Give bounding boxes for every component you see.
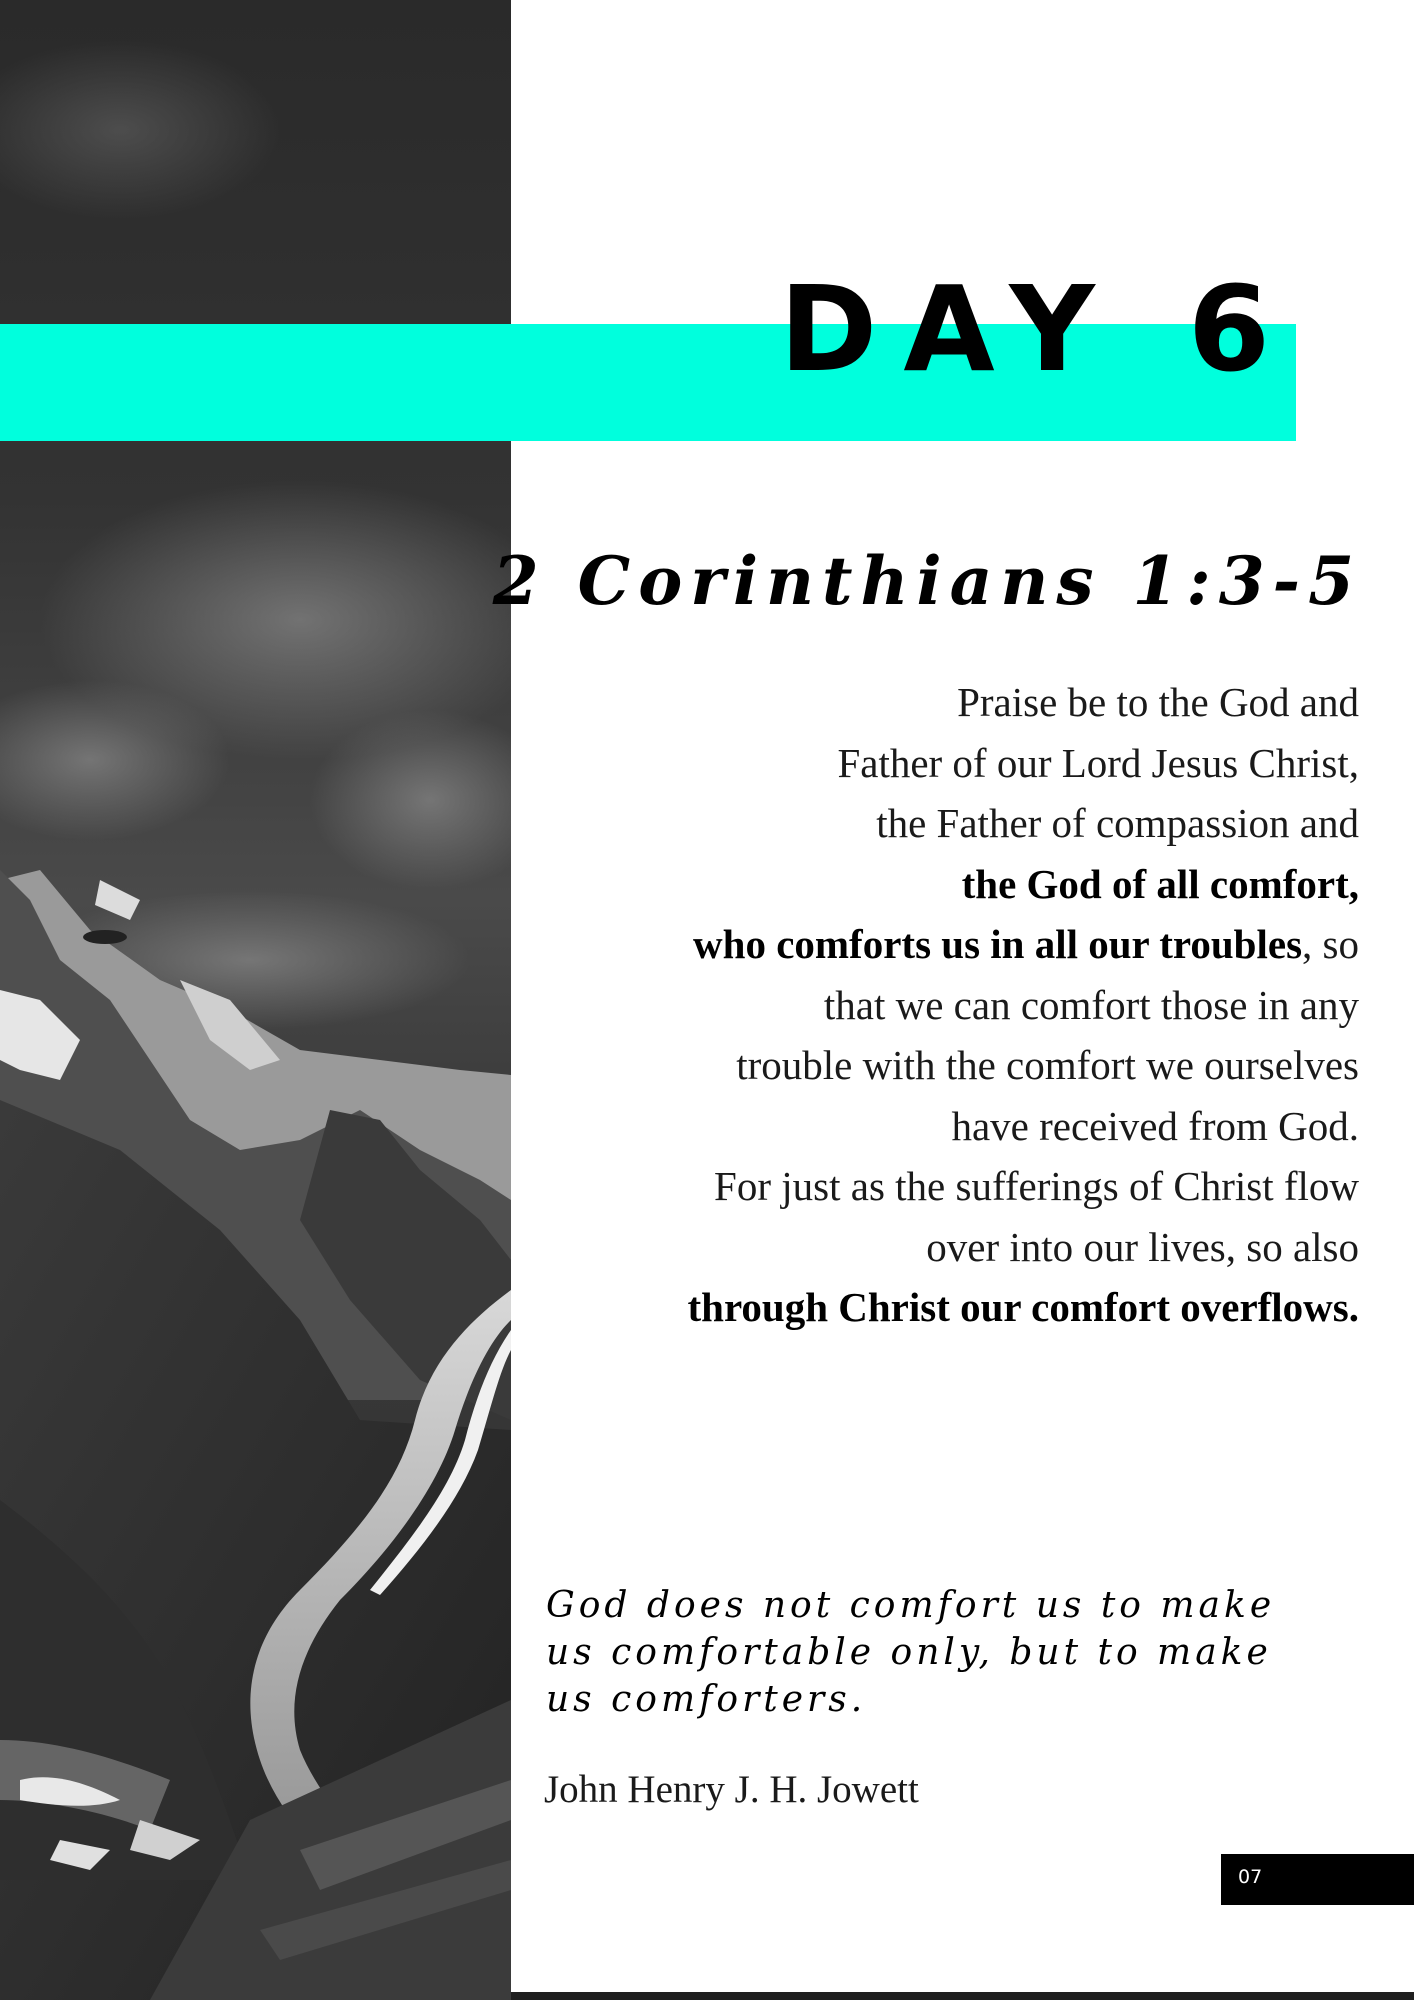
scripture-emphasis: the God of all comfort: [961, 860, 1349, 907]
page-number-badge: [1221, 1854, 1414, 1905]
quote-text: God does not comfort us to make us comfortable only, but to make us comforters.: [546, 1585, 1276, 1720]
scripture-text: [539, 672, 1359, 1338]
quote-author: John Henry J. H. Jowett: [544, 1768, 919, 1811]
scripture-line: the Father of compassion and: [876, 800, 1359, 846]
scripture-line: Praise be to the God and: [957, 679, 1359, 725]
scripture-line: that we can comfort those in any: [823, 981, 1359, 1028]
page-number: 07: [1238, 1866, 1263, 1888]
scripture-emphasis: who comforts us in all our troubles: [693, 921, 1303, 967]
scripture-line: have received from God.: [951, 1102, 1359, 1149]
scripture-line: over into our lives, so also: [926, 1223, 1359, 1270]
scripture-line: the God of all comfort,: [961, 860, 1359, 907]
scripture-line: For just as the sufferings of Christ flow: [714, 1163, 1359, 1209]
day-title: DAY 6: [779, 260, 1296, 398]
scripture-emphasis: through Christ our comfort overflows.: [687, 1284, 1359, 1330]
scripture-reference: 2 Corinthians 1:3-5: [492, 542, 1362, 620]
mountain-glacier-photo: [0, 0, 511, 2000]
scripture-line: Father of our Lord Jesus Christ,: [837, 739, 1359, 786]
bottom-strip: [511, 1992, 1414, 2000]
scripture-line: trouble with the comfort we ourselves: [736, 1042, 1359, 1088]
scripture-line: [539, 1277, 1359, 1338]
scripture-line: who comforts us in all our troubles, so: [693, 921, 1359, 967]
